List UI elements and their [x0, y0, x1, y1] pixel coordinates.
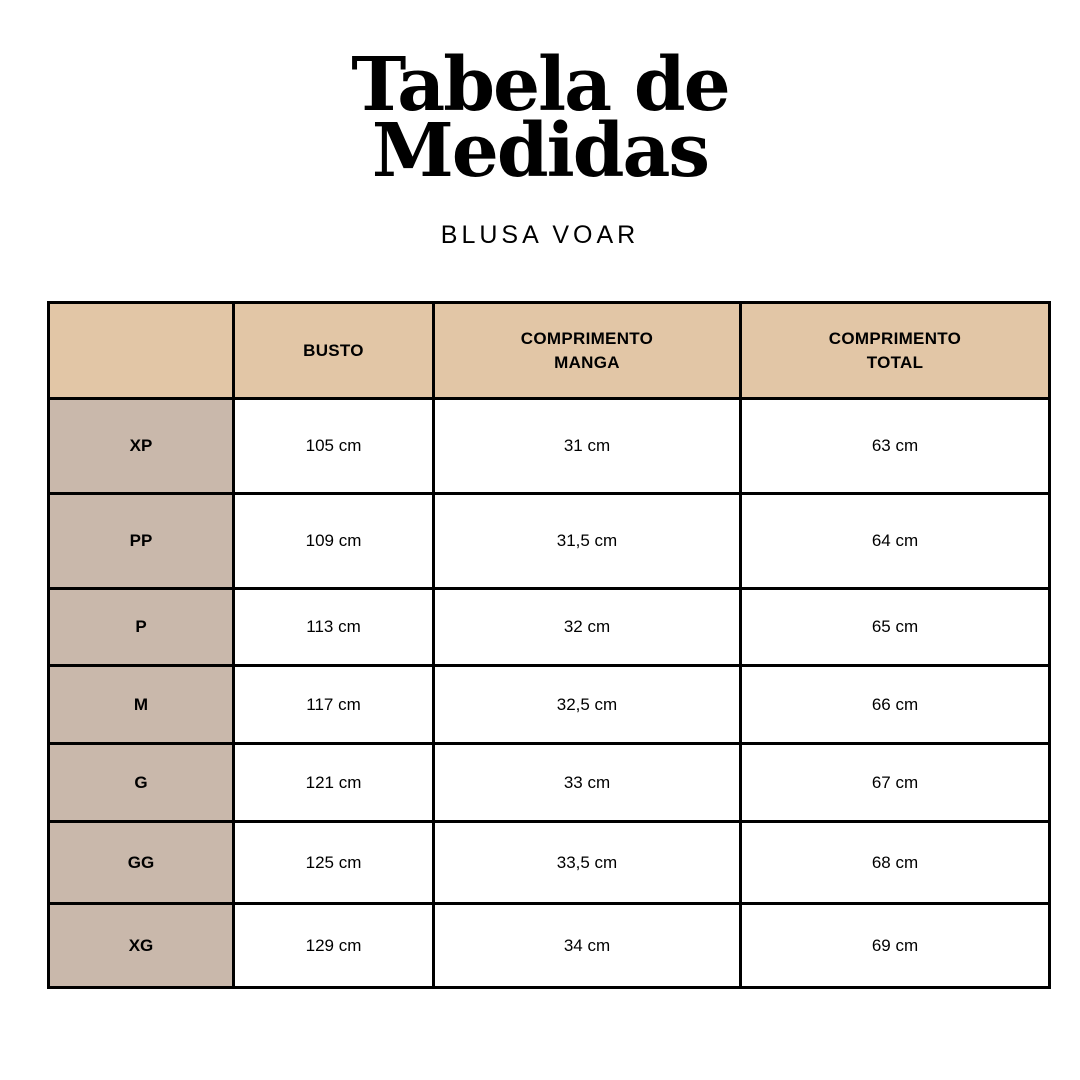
- table-row: [49, 494, 1050, 589]
- comprimento-manga-cell: 32,5 cm: [434, 666, 741, 744]
- table-row: [49, 666, 1050, 744]
- busto-cell: 117 cm: [234, 666, 434, 744]
- size-label: G: [49, 744, 234, 822]
- column-header-comprimento-manga: [434, 303, 741, 399]
- column-header-line: TOTAL: [866, 352, 924, 372]
- table-row: [49, 399, 1050, 494]
- comprimento-manga-cell: 33,5 cm: [434, 822, 741, 904]
- page-title: [0, 42, 1080, 194]
- size-chart-table: [47, 301, 1051, 989]
- busto-cell: 109 cm: [234, 494, 434, 589]
- busto-cell: 125 cm: [234, 822, 434, 904]
- comprimento-manga-cell: 31,5 cm: [434, 494, 741, 589]
- table-row: [49, 744, 1050, 822]
- comprimento-total-cell: 63 cm: [741, 399, 1050, 494]
- table-header-row: [49, 303, 1050, 399]
- comprimento-manga-cell: 33 cm: [434, 744, 741, 822]
- comprimento-total-cell: 69 cm: [741, 904, 1050, 988]
- column-header-comprimento-total: [741, 303, 1050, 399]
- busto-cell: 129 cm: [234, 904, 434, 988]
- busto-cell: 105 cm: [234, 399, 434, 494]
- comprimento-total-cell: 67 cm: [741, 744, 1050, 822]
- size-label: XG: [49, 904, 234, 988]
- product-name: BLUSA VOAR: [440, 221, 640, 249]
- comprimento-total-cell: 64 cm: [741, 494, 1050, 589]
- comprimento-manga-cell: 31 cm: [434, 399, 741, 494]
- busto-cell: 121 cm: [234, 744, 434, 822]
- table-row: [49, 904, 1050, 988]
- comprimento-manga-cell: 34 cm: [434, 904, 741, 988]
- busto-cell: 113 cm: [234, 589, 434, 666]
- size-label: PP: [49, 494, 234, 589]
- column-header-line: COMPRIMENTO: [828, 328, 962, 348]
- size-label: P: [49, 589, 234, 666]
- column-header-line: COMPRIMENTO: [520, 328, 654, 348]
- corner-cell: [49, 303, 234, 399]
- column-header-busto: [234, 303, 434, 399]
- comprimento-total-cell: 65 cm: [741, 589, 1050, 666]
- column-header-line: MANGA: [554, 352, 620, 372]
- title-line-2: Medidas: [371, 108, 709, 194]
- size-label: XP: [49, 399, 234, 494]
- title-line-1: Tabela de: [351, 42, 729, 128]
- table-row: [49, 589, 1050, 666]
- table-row: [49, 822, 1050, 904]
- comprimento-manga-cell: 32 cm: [434, 589, 741, 666]
- comprimento-total-cell: 66 cm: [741, 666, 1050, 744]
- column-header-line: BUSTO: [303, 340, 364, 360]
- size-label: GG: [49, 822, 234, 904]
- comprimento-total-cell: 68 cm: [741, 822, 1050, 904]
- size-label: M: [49, 666, 234, 744]
